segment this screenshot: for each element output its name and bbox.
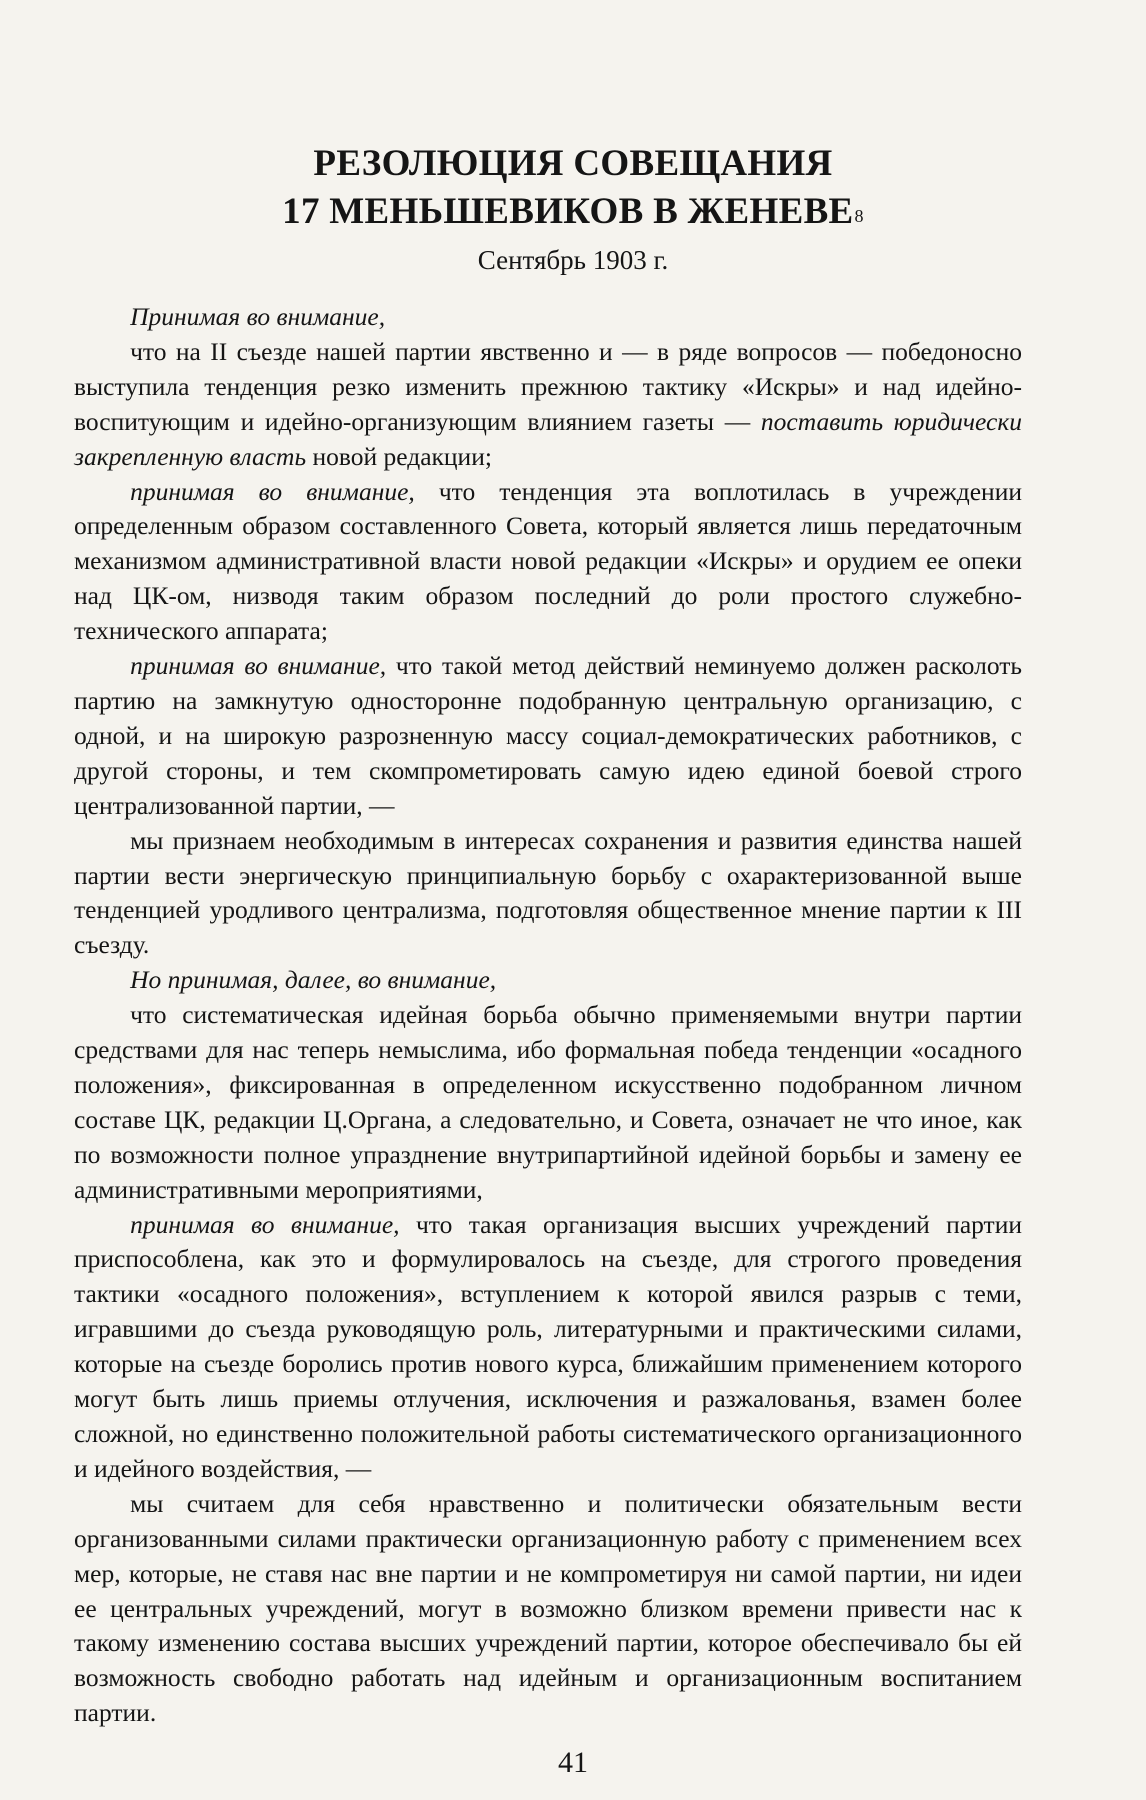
paragraph-text: что на II съезде нашей партии явственно и — в ряде вопросов — победоносно выступила тенденция резко изменить прежнюю тактику «Искры» и над идейно-воспитующим и идейно-организующим влиянием газеты — xyxy=(74,336,1022,436)
paragraph-4 xyxy=(74,649,1022,824)
page-number: 41 xyxy=(558,1746,588,1779)
paragraph-text: мы считаем для себя нравственно и политически обязательным вести организованными силами практически организационную работу с применением всех мер, которые, не ставя нас вне партии и не компрометируя ни самой партии, ни идеи ее центральных учреждений, могут в возможно близком времени привести нас к такому изменению состава высших учреждений партии, которое обеспечивало бы ей возможность свободно работать над идейным и организационным воспитанием партии. xyxy=(74,1488,1022,1728)
paragraph-text: что такой метод действий неминуемо должен расколоть партию на замкнутую односторонне подобранную центральную организацию, с одной, и на широкую разрозненную массу социал-демократических работников, с другой стороны, и тем скомпрометировать самую идею единой боевой строго централизованной партии, — xyxy=(74,651,1023,820)
paragraph-text: новой редакции; xyxy=(312,441,492,471)
paragraph-text: мы признаем необходимым в интересах сохранения и развития единства нашей партии вести энергическую принципиальную борьбу с охарактеризованной выше тенденцией уродливого централизма, подготовляя общественное мнение партии к III съезду. xyxy=(74,825,1022,960)
paragraph-5 xyxy=(74,824,1022,964)
paragraph-text: что тенденция эта воплотилась в учреждении определенным образом составленного Совета, который является лишь передаточным механизмом административной власти новой редакции «Искры» и орудием ее опеки над ЦК-ом, низводя таким образом последний до роли простого служебно-технического аппарата; xyxy=(74,476,1022,646)
resolution-header xyxy=(0,140,1146,280)
paragraph-1 xyxy=(74,300,1022,335)
footnote-marker: 8 xyxy=(854,206,864,226)
italic-phrase: принимая во внимание, xyxy=(130,476,415,506)
italic-phrase: Принимая во внимание, xyxy=(130,302,386,331)
paragraph-8 xyxy=(74,1208,1022,1487)
paragraph-text: что систематическая идейная борьба обычно применяемыми внутри партии средствами для нас теперь немыслима, ибо формальная победа тенденции «осадного положения», фиксированная в определенном искусственно подобранном личном составе ЦК, редакции Ц.Органа, а следовательно, и Совета, означает не что иное, как по возможности полное упразднение внутрипартийной идейной борьбы и замену ее административными мероприятиями, xyxy=(74,1000,1022,1204)
paragraph-7 xyxy=(74,998,1022,1207)
italic-phrase: принимая во внимание, xyxy=(130,1209,400,1239)
title-line-1: РЕЗОЛЮЦИЯ СОВЕЩАНИЯ xyxy=(313,143,833,184)
italic-phrase: Но принимая, далее, во внимание, xyxy=(130,965,497,995)
italic-phrase: поставить юридически закрепленную власть xyxy=(74,406,1023,471)
paragraph-2 xyxy=(74,335,1022,475)
resolution-text xyxy=(74,300,1022,1731)
paragraph-text: что такая организация высших учреждений партии приспособлена, как это и формулировалось на съезде, для строгого проведения тактики «осадного положения», вступлением к которой явился разрыв с теми, игравшими до съезда руководящую роль, литературными и практическими силами, которые на съезде боролись против нового курса, ближайшим применением которого могут быть лишь приемы отлучения, исключения и разжалованья, взамен более сложной, но единственно положительной работы систематического организационного и идейного воздействия, — xyxy=(74,1209,1022,1483)
paragraph-3 xyxy=(74,475,1022,650)
title-line-2-text: 17 МЕНЬШЕВИКОВ В ЖЕНЕВЕ xyxy=(282,191,854,232)
italic-phrase: принимая во внимание, xyxy=(130,651,387,681)
title-line-2 xyxy=(0,188,1146,236)
resolution-date: Сентябрь 1903 г. xyxy=(477,245,669,275)
paragraph-9 xyxy=(74,1487,1022,1731)
paragraph-6 xyxy=(74,963,1022,998)
